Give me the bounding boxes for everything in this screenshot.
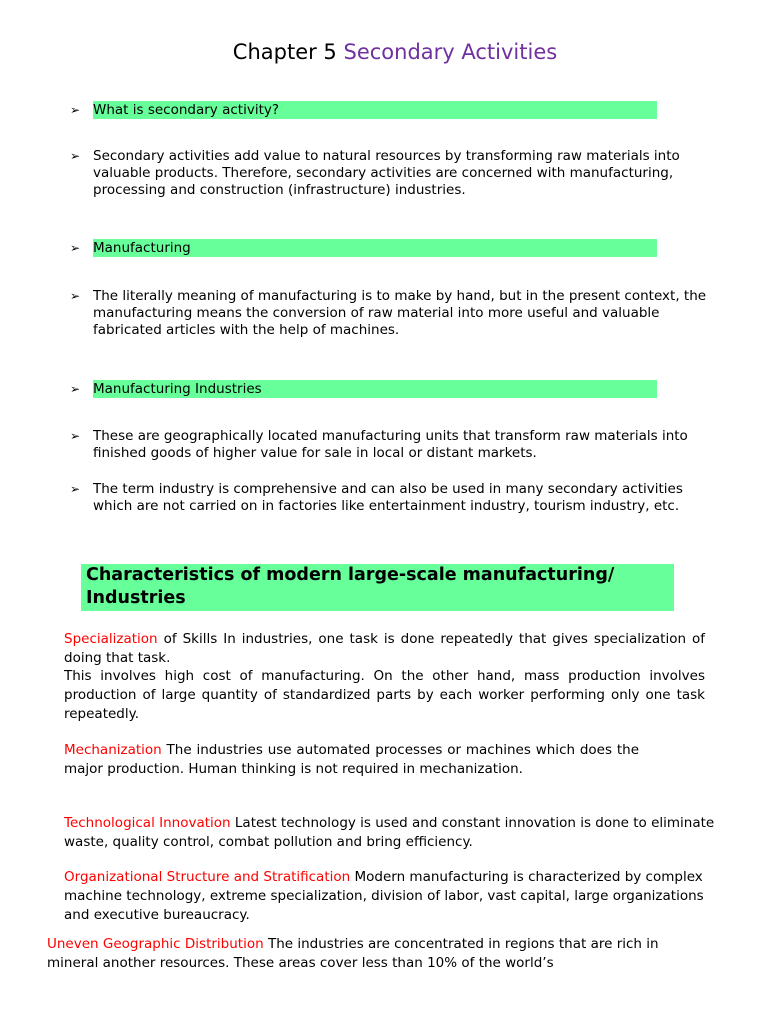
specialization-paragraph-2: This involves high cost of manufacturing. On the other hand, mass production involves production of large quantity of standardized parts by each worker performing only one task repeatedly. <box>64 668 705 722</box>
organization-text: Modern manufacturing is characterized by complex machine technology, extreme specialization, division of labor, vast capital, large organizations and executive bureaucracy. <box>64 869 704 923</box>
organization-paragraph <box>64 868 709 925</box>
geography-paragraph <box>47 935 707 973</box>
paragraph-text: These are geographically located manufacturing units that transform raw materials into finished goods of higher value for sale in local or distant markets. <box>93 428 688 461</box>
paragraph-text: The literally meaning of manufacturing is to make by hand, but in the present context, the manufacturing means the conversion of raw material into more useful and valuable fabricated articles with the help of machines. <box>93 288 707 338</box>
arrowhead-bullet-icon: ➢ <box>70 149 81 163</box>
chapter-subject: Secondary Activities <box>343 40 558 64</box>
arrowhead-bullet-icon: ➢ <box>70 289 81 303</box>
arrowhead-bullet-icon: ➢ <box>70 429 81 443</box>
section-heading-industries: Manufacturing Industries <box>93 381 262 397</box>
arrowhead-bullet-icon: ➢ <box>70 482 81 496</box>
term-uneven-distribution: Uneven Geographic Distribution <box>47 936 264 952</box>
term-technological-innovation: Technological Innovation <box>64 815 231 831</box>
arrowhead-bullet-icon: ➢ <box>70 241 81 255</box>
term-mechanization: Mechanization <box>64 742 162 758</box>
question-heading: What is secondary activity? <box>93 102 280 118</box>
mechanization-text: The industries use automated processes or machines which does the major production. Human thinking is not required in mechanization. <box>64 742 639 777</box>
term-specialization: Specialization <box>64 631 158 647</box>
paragraph-text: Secondary activities add value to natural resources by transforming raw materials into valuable products. Therefore, secondary activities are concerned with manufacturing, processing and construction (infrastructure) industries. <box>93 148 680 198</box>
section-heading-manufacturing: Manufacturing <box>93 240 191 256</box>
geography-text: The industries are concentrated in regions that are rich in mineral another resources. These areas cover less than 10% of the world’s <box>47 936 676 971</box>
arrowhead-bullet-icon: ➢ <box>70 103 81 117</box>
specialization-paragraph <box>64 630 705 668</box>
chapter-label: Chapter 5 <box>232 40 337 64</box>
technology-text: Latest technology is used and constant innovation is done to eliminate waste, quality control, combat pollution and bring efficiency. <box>64 815 715 850</box>
characteristics-heading: Characteristics of modern large-scale manufacturing/ Industries <box>81 564 674 611</box>
paragraph-text: The term industry is comprehensive and can also be used in many secondary activities which are not carried on in factories like entertainment industry, tourism industry, etc. <box>93 481 683 514</box>
arrowhead-bullet-icon: ➢ <box>70 382 81 396</box>
specialization-text: of Skills In industries, one task is done repeatedly that gives specialization of doing that task. <box>64 631 705 666</box>
page-title <box>0 40 768 64</box>
mechanization-paragraph <box>64 741 639 779</box>
term-organizational-structure: Organizational Structure and Stratification <box>64 869 351 885</box>
technology-paragraph <box>64 814 719 852</box>
